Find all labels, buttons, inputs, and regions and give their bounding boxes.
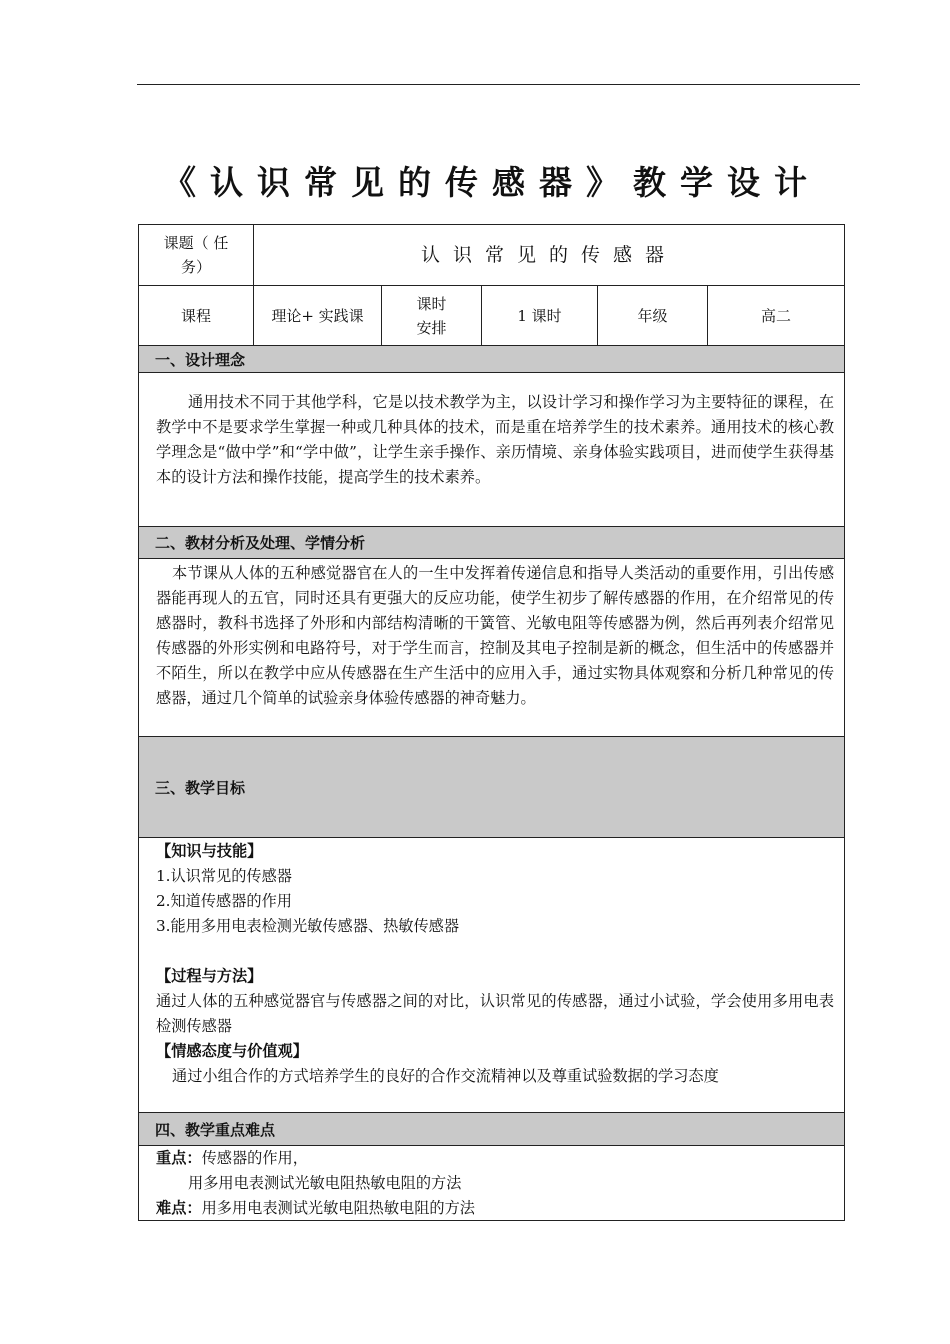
- period-label: 课时安排: [381, 286, 481, 345]
- difficulty-text: 用多用电表测试光敏电阻热敏电阻的方法: [201, 1199, 475, 1217]
- difficulty-label: 难点：: [156, 1199, 202, 1217]
- attitude-values-text: 通过小组合作的方式培养学生的良好的合作交流精神以及尊重试验数据的学习态度: [172, 1067, 719, 1085]
- knowledge-skills-title: 【知识与技能】: [156, 842, 263, 860]
- key-point-text-2: 用多用电表测试光敏电阻热敏电阻的方法: [188, 1174, 462, 1192]
- grade-label: 年级: [597, 286, 707, 345]
- section-4-heading: 四、教学重点难点: [139, 1112, 844, 1145]
- section-3-heading: 三、教学目标: [139, 736, 844, 837]
- course-row: [139, 285, 844, 345]
- key-point-label: 重点：: [156, 1149, 202, 1167]
- course-value: 理论+ 实践课: [253, 286, 381, 345]
- knowledge-item-3: 3.能用多用电表检测光敏传感器、热敏传感器: [156, 917, 460, 935]
- topic-value: 认识常见的传感器: [253, 225, 844, 285]
- section-2-heading: 二、教材分析及处理、学情分析: [139, 526, 844, 558]
- spacer: [156, 939, 834, 964]
- topic-label: 课题（ 任务）: [163, 234, 229, 276]
- section-2-body: [139, 558, 844, 736]
- header-rule: [137, 84, 860, 85]
- section-3-body: [139, 837, 844, 1112]
- knowledge-item-1: 1.认识常见的传感器: [156, 867, 292, 885]
- course-label: 课程: [180, 306, 211, 325]
- process-methods-text: 通过人体的五种感觉器官与传感器之间的对比，认识常见的传感器，通过小试验，学会使用多用电表检测传感器: [156, 992, 834, 1035]
- section-4-body: [139, 1145, 844, 1220]
- design-philosophy-text: 通用技术不同于其他学科，它是以技术教学为主，以设计学习和操作学习为主要特征的课程，在教学中不是要求学生掌握一种或几种具体的技术，而是重在培养学生的技术素养。通用技术的核心教学理念是“做中学”和“学中做”，让学生亲手操作、亲历情境、亲身体验实践项目，进而使学生获得基本的设计方法和操作技能，提高学生的技术素养。: [156, 393, 834, 486]
- key-point-text-1: 传感器的作用，: [201, 1149, 308, 1167]
- topic-row: [139, 225, 844, 285]
- attitude-values-title: 【情感态度与价值观】: [156, 1042, 308, 1060]
- grade-value: 高二: [707, 286, 844, 345]
- knowledge-item-2: 2.知道传感器的作用: [156, 892, 292, 910]
- lesson-plan-table: [138, 224, 845, 1221]
- document-title: 《认识常见的传感器》教学设计: [163, 163, 821, 202]
- section-1-heading: 一、设计理念: [139, 345, 844, 372]
- section-1-body: [139, 372, 844, 526]
- material-analysis-text: 本节课从人体的五种感觉器官在人的一生中发挥着传递信息和指导人类活动的重要作用，引出传感器能再现人的五官，同时还具有更强大的反应功能，使学生初步了解传感器的作用，在介绍常见的传感器时，教科书选择了外形和内部结构清晰的干簧管、光敏电阻等传感器为例，然后再列表介绍常见传感器的外形实例和电路符号，对于学生而言，控制及其电子控制是新的概念，但生活中的传感器并不陌生，所以在教学中应从传感器在生产生活中的应用入手，通过实物具体观察和分析几种常见的传感器，通过几个简单的试验亲身体验传感器的神奇魅力。: [156, 564, 834, 707]
- process-methods-title: 【过程与方法】: [156, 967, 263, 985]
- period-value: 1 课时: [481, 286, 597, 345]
